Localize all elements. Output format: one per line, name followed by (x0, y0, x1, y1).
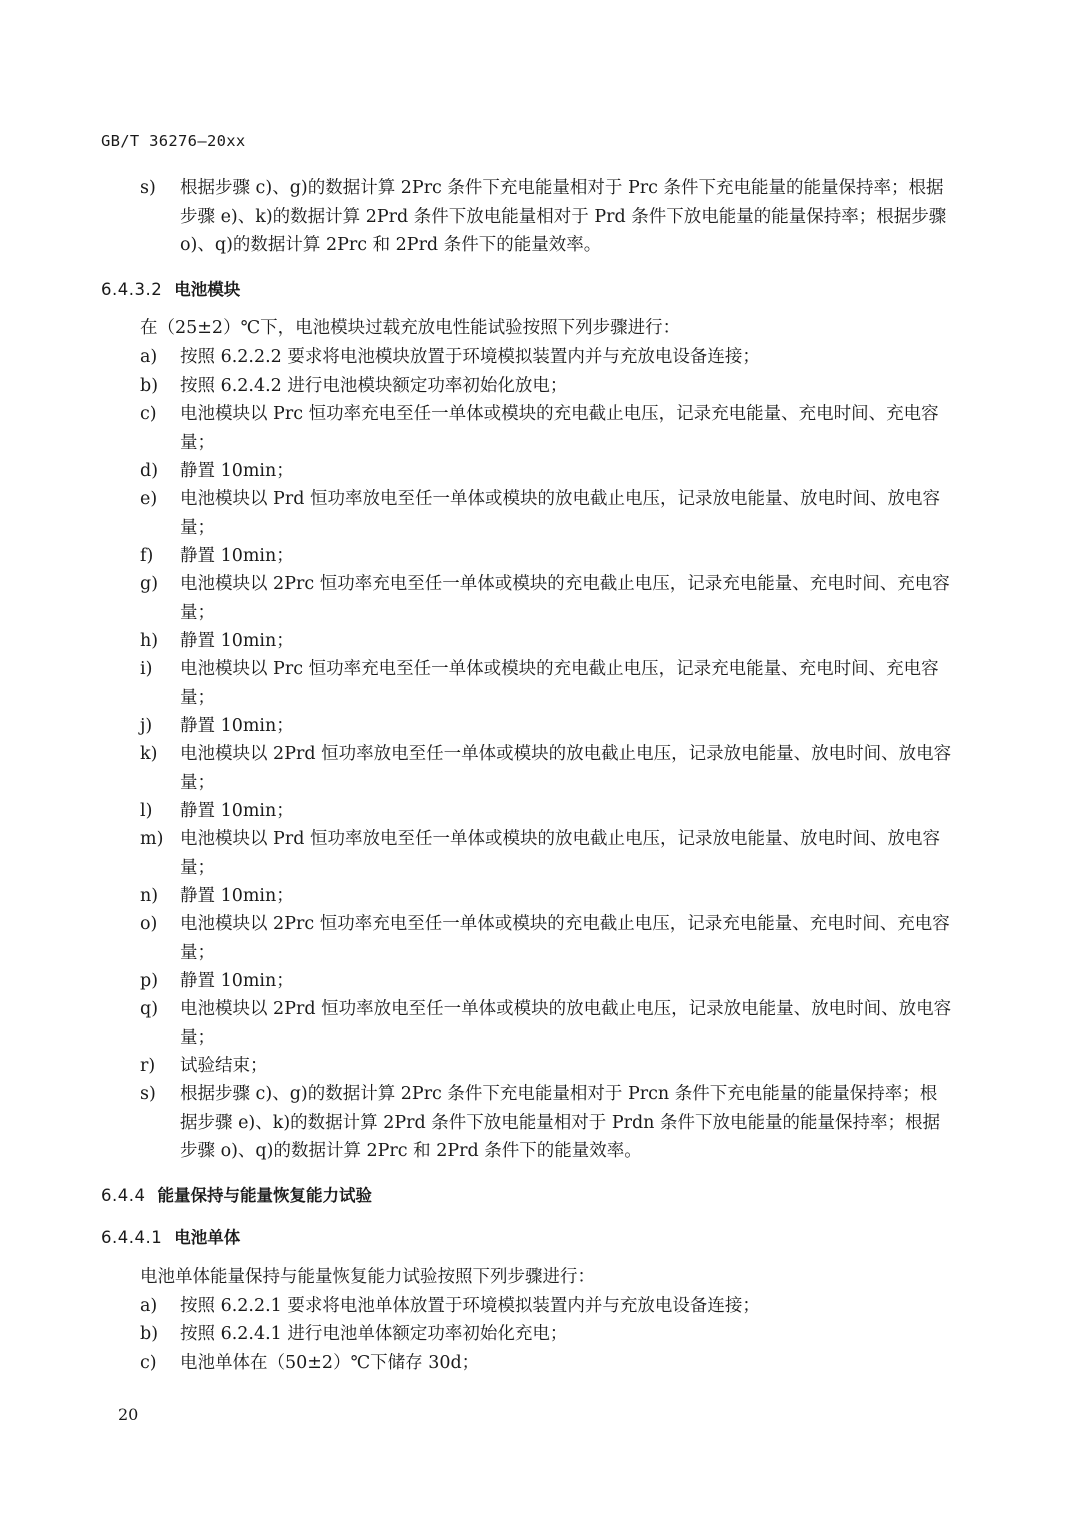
item-text: 按照 6.2.2.1 要求将电池单体放置于环境模拟装置内并与充放电设备连接； (180, 1296, 760, 1316)
section-title: 电池模块 (174, 280, 241, 299)
item-text: 根据步骤 c)、g)的数据计算 2Prc 条件下充电能量相对于 Prcn 条件下充电能量的能量保持率；根据步骤 e)、k)的数据计算 2Prd 条件下放电能量相对于 Prdn 条件下放电能量的能量保持率；根据步骤 o)、q)的数据计算 2Prc 和 2Prd 条件下的能量效率。 (180, 1084, 941, 1161)
item-text: 根据步骤 c)、g)的数据计算 2Prc 条件下充电能量相对于 Prc 条件下充电能量的能量保持率；根据步骤 e)、k)的数据计算 2Prd 条件下放电能量相对于 Prd 条件下放电能量的能量保持率；根据步骤 o)、q)的数据计算 2Prc 和 2Prd 条件下的能量效率。 (180, 178, 947, 255)
item-label: b) (140, 376, 159, 396)
list-item (140, 967, 952, 996)
standard-number: GB/T 36276—20xx (101, 132, 246, 150)
item-label: h) (140, 631, 159, 651)
item-label: r) (140, 1056, 156, 1076)
item-label: m) (140, 829, 164, 849)
item-text: 静置 10min； (180, 716, 294, 736)
section-number: 6.4.4.1 (101, 1228, 163, 1247)
item-text: 按照 6.2.2.2 要求将电池模块放置于环境模拟装置内并与充放电设备连接； (180, 347, 760, 367)
item-text: 静置 10min； (180, 971, 294, 991)
section-heading-644 (101, 1182, 372, 1206)
item-text: 静置 10min； (180, 461, 294, 481)
list-item (140, 1320, 952, 1349)
item-label: o) (140, 914, 158, 934)
item-label: s) (140, 1084, 156, 1104)
list-item (140, 1292, 952, 1321)
item-label: g) (140, 574, 159, 594)
list-item (140, 485, 952, 542)
item-label: f) (140, 546, 154, 566)
item-label: p) (140, 971, 159, 991)
item-text: 电池单体在（50±2）℃下储存 30d； (180, 1353, 480, 1373)
page-number: 20 (118, 1405, 139, 1424)
list-item (140, 343, 952, 372)
item-label: e) (140, 489, 158, 509)
list-item (140, 712, 952, 741)
item-text: 电池模块以 2Prc 恒功率充电至任一单体或模块的充电截止电压，记录充电能量、充电时间、充电容量； (180, 914, 950, 963)
item-label: n) (140, 886, 159, 906)
item-text: 静置 10min； (180, 886, 294, 906)
item-text: 电池模块以 2Prd 恒功率放电至任一单体或模块的放电截止电压，记录放电能量、放电时间、放电容量； (180, 999, 952, 1048)
list-item (140, 372, 952, 401)
item-label: c) (140, 404, 157, 424)
item-label: k) (140, 744, 158, 764)
list-item (140, 882, 952, 911)
item-label: i) (140, 659, 153, 679)
item-text: 静置 10min； (180, 631, 294, 651)
item-text: 按照 6.2.4.2 进行电池模块额定功率初始化放电； (180, 376, 568, 396)
item-label: l) (140, 801, 153, 821)
item-label: s) (140, 178, 156, 198)
item-text: 静置 10min； (180, 546, 294, 566)
list-item (140, 400, 952, 457)
list-item (140, 1080, 952, 1166)
item-text: 电池模块以 Prc 恒功率充电至任一单体或模块的充电截止电压，记录充电能量、充电时间、充电容量； (180, 659, 939, 708)
list-item (140, 740, 952, 797)
section-title: 电池单体 (174, 1228, 241, 1247)
list-item (140, 797, 952, 826)
section-number: 6.4.4 (101, 1186, 146, 1205)
list-item (140, 995, 952, 1052)
item-label: b) (140, 1324, 159, 1344)
item-text: 电池模块以 Prc 恒功率充电至任一单体或模块的充电截止电压，记录充电能量、充电时间、充电容量； (180, 404, 939, 453)
section-number: 6.4.3.2 (101, 280, 163, 299)
list-item (140, 910, 952, 967)
item-label: a) (140, 347, 158, 367)
list-item (140, 457, 952, 486)
item-label: d) (140, 461, 159, 481)
item-label: c) (140, 1353, 157, 1373)
list-item (140, 1349, 952, 1378)
item-text: 电池模块以 Prd 恒功率放电至任一单体或模块的放电截止电压，记录放电能量、放电时间、放电容量； (180, 489, 940, 538)
item-text: 电池模块以 2Prd 恒功率放电至任一单体或模块的放电截止电压，记录放电能量、放电时间、放电容量； (180, 744, 952, 793)
list-item (140, 1052, 952, 1081)
item-text: 电池模块以 Prd 恒功率放电至任一单体或模块的放电截止电压，记录放电能量、放电时间、放电容量； (180, 829, 940, 878)
item-label: j) (140, 716, 153, 736)
list-item (140, 627, 952, 656)
item-label: a) (140, 1296, 158, 1316)
section-heading-6432 (101, 276, 240, 300)
item-text: 按照 6.2.4.1 进行电池单体额定功率初始化充电； (180, 1324, 568, 1344)
item-text: 静置 10min； (180, 801, 294, 821)
section-intro: 电池单体能量保持与能量恢复能力试验按照下列步骤进行： (140, 1267, 595, 1287)
item-text: 试验结束； (180, 1056, 268, 1076)
list-item (140, 655, 952, 712)
list-item (140, 570, 952, 627)
section-title: 能量保持与能量恢复能力试验 (157, 1186, 372, 1205)
item-label: q) (140, 999, 159, 1019)
list-item (140, 542, 952, 571)
list-item (140, 825, 952, 882)
section-intro: 在（25±2）℃下，电池模块过载充放电性能试验按照下列步骤进行： (140, 318, 681, 338)
item-text: 电池模块以 2Prc 恒功率充电至任一单体或模块的充电截止电压，记录充电能量、充电时间、充电容量； (180, 574, 950, 623)
list-item (140, 174, 952, 260)
section-heading-6441 (101, 1224, 240, 1248)
